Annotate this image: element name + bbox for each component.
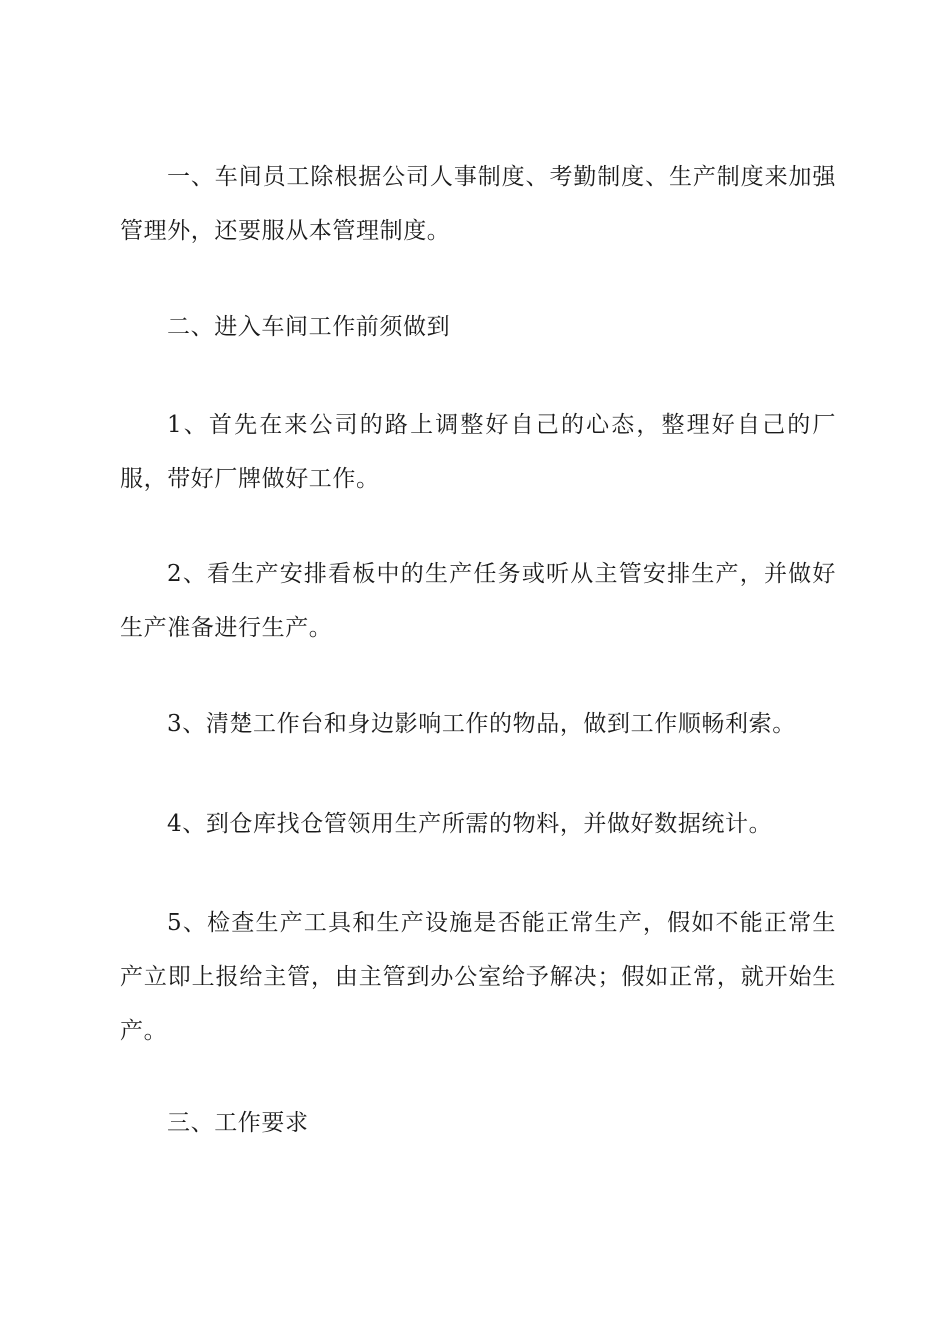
paragraph-item-3: 3、清楚工作台和身边影响工作的物品，做到工作顺畅利索。 [167, 711, 796, 737]
paragraph-section-2-heading: 二、进入车间工作前须做到 [167, 314, 451, 340]
paragraph-item-2: 2、看生产安排看板中的生产任务或听从主管安排生产，并做好生产准备进行生产。 [120, 561, 836, 641]
paragraph-section-3-heading: 三、工作要求 [167, 1110, 309, 1136]
paragraph-item-1: 1、首先在来公司的路上调整好自己的心态，整理好自己的厂服，带好厂牌做好工作。 [120, 412, 836, 492]
paragraph-item-4: 4、到仓库找仓管领用生产所需的物料，并做好数据统计。 [167, 811, 773, 837]
paragraph-section-1: 一、车间员工除根据公司人事制度、考勤制度、生产制度来加强管理外，还要服从本管理制度。 [120, 164, 836, 244]
paragraph-item-5: 5、检查生产工具和生产设施是否能正常生产，假如不能正常生产立即上报给主管，由主管到办公室给予解决；假如正常，就开始生产。 [120, 910, 836, 1044]
